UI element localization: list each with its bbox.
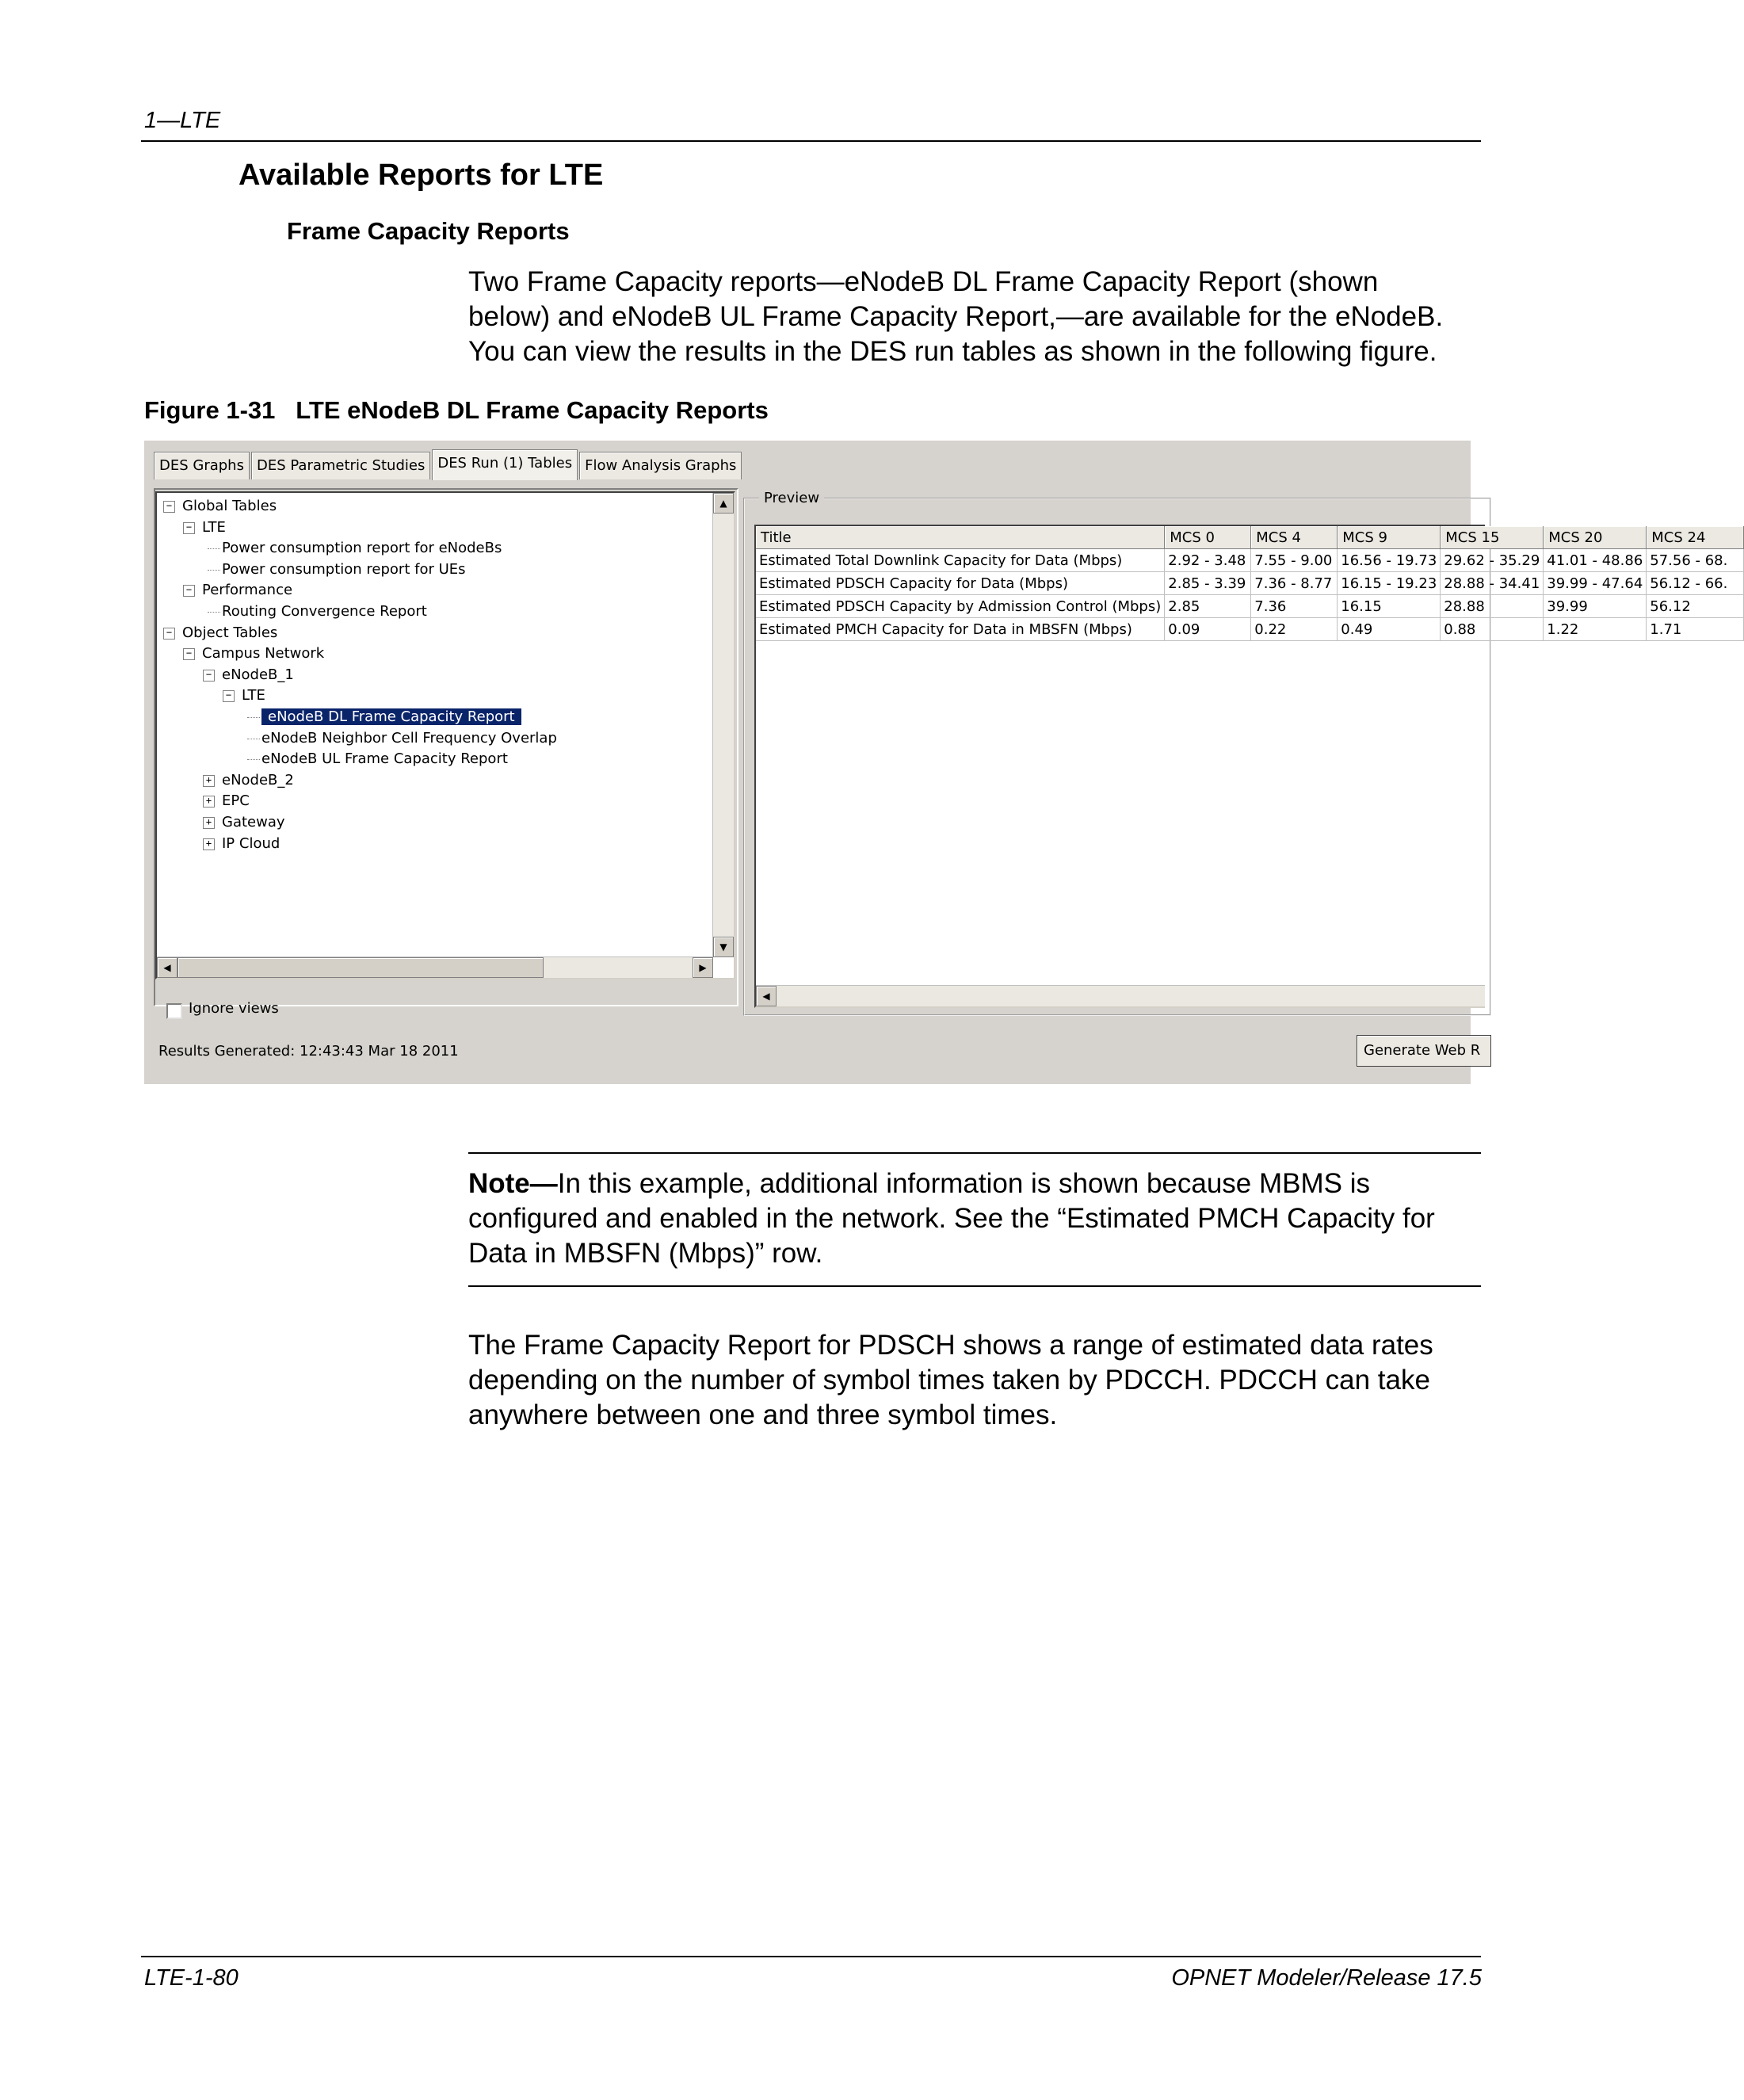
table-row[interactable] — [756, 572, 1744, 595]
table-cell: 2.92 - 3.48 — [1165, 549, 1251, 572]
tree-item-label: Gateway — [222, 814, 285, 830]
collapse-icon[interactable]: − — [183, 648, 195, 660]
footer-rule — [141, 1956, 1481, 1957]
tree-item[interactable] — [242, 685, 265, 706]
table-horizontal-scrollbar[interactable] — [756, 985, 1485, 1006]
column-header[interactable]: MCS 24 — [1647, 526, 1744, 549]
tab-des-parametric-studies[interactable]: DES Parametric Studies — [251, 452, 430, 479]
column-header[interactable]: MCS 20 — [1544, 526, 1647, 549]
tree-item-label: IP Cloud — [222, 834, 280, 852]
tab-des-run-tables[interactable]: DES Run (1) Tables — [432, 449, 578, 480]
preview-label: Preview — [759, 490, 824, 506]
note-line: configured and enabled in the network. See the “Estimated PMCH Capacity for — [468, 1203, 1435, 1234]
tab-flow-analysis-graphs[interactable]: Flow Analysis Graphs — [579, 452, 742, 479]
capacity-table — [756, 526, 1744, 641]
expand-icon[interactable]: + — [203, 817, 215, 829]
generate-web-report-button[interactable]: Generate Web R — [1357, 1035, 1491, 1067]
table-row[interactable] — [756, 595, 1744, 618]
table-cell: 1.71 — [1647, 618, 1744, 641]
table-cell: 28.88 - 34.41 — [1441, 572, 1544, 595]
table-cell: 29.62 - 35.29 — [1441, 549, 1544, 572]
tree-item[interactable] — [202, 643, 324, 664]
tree-item[interactable] — [202, 517, 226, 538]
des-results-window — [144, 441, 1728, 1084]
table-cell: 41.01 - 48.86 — [1544, 549, 1647, 572]
scroll-down-icon[interactable]: ▼ — [713, 937, 734, 957]
tree-item[interactable] — [261, 728, 557, 749]
tree-item[interactable] — [222, 791, 250, 811]
tree-item[interactable] — [182, 496, 277, 517]
scroll-left-icon[interactable]: ◀ — [756, 986, 777, 1006]
tree-item-label: Global Tables — [182, 498, 277, 514]
paragraph-line: anywhere between one and three symbol times. — [468, 1399, 1058, 1430]
section-title: Available Reports for LTE — [239, 158, 604, 192]
table-row[interactable] — [756, 618, 1744, 641]
table-cell: 2.85 - 3.39 — [1165, 572, 1251, 595]
expand-icon[interactable]: + — [203, 796, 215, 808]
table-cell: Estimated PDSCH Capacity for Data (Mbps) — [756, 572, 1165, 595]
table-cell: 16.15 - 19.23 — [1338, 572, 1441, 595]
table-cell: 56.12 — [1647, 595, 1744, 618]
tree-connector — [208, 548, 220, 549]
tree-item[interactable] — [222, 812, 285, 833]
table-cell: 28.88 — [1441, 595, 1544, 618]
column-header[interactable]: MCS 4 — [1251, 526, 1338, 549]
figure-label: Figure 1-31 — [144, 396, 276, 424]
table-cell: 7.36 — [1251, 595, 1338, 618]
note-top-rule — [468, 1152, 1481, 1154]
tree-item-label: LTE — [202, 518, 226, 536]
results-generated-status: Results Generated: 12:43:43 Mar 18 2011 — [158, 1043, 459, 1060]
tree-horizontal-scrollbar[interactable] — [157, 956, 713, 978]
scroll-right-icon[interactable]: ▶ — [693, 957, 713, 978]
tab-des-graphs[interactable]: DES Graphs — [154, 452, 250, 479]
tree-item[interactable] — [222, 559, 466, 580]
results-tab-bar — [154, 452, 743, 482]
tree-item-label: Campus Network — [202, 645, 325, 662]
pdsch-paragraph — [468, 1328, 1490, 1433]
column-header[interactable]: Title — [756, 526, 1165, 549]
note-bottom-rule — [468, 1285, 1481, 1287]
table-cell: 1.22 — [1544, 618, 1647, 641]
tree-connector — [247, 717, 260, 718]
tree-vertical-scrollbar[interactable] — [712, 493, 734, 957]
tree-item-label: EPC — [222, 792, 250, 810]
table-cell: 16.15 — [1338, 595, 1441, 618]
table-cell: Estimated PDSCH Capacity by Admission Control (Mbps) — [756, 595, 1165, 618]
table-cell: Estimated PMCH Capacity for Data in MBSFN (Mbps) — [756, 618, 1165, 641]
table-cell: 7.55 - 9.00 — [1251, 549, 1338, 572]
expand-icon[interactable]: + — [203, 838, 215, 850]
tree-item[interactable] — [222, 538, 502, 559]
intro-paragraph — [468, 265, 1490, 369]
note-line: In this example, additional information is shown because MBMS is — [557, 1168, 1371, 1199]
intro-line: You can view the results in the DES run tables as shown in the following figure. — [468, 336, 1437, 367]
footer-product: OPNET Modeler/Release 17.5 — [1171, 1965, 1482, 1991]
tree-item[interactable] — [222, 665, 294, 685]
subsection-title: Frame Capacity Reports — [287, 217, 570, 245]
table-cell: 2.85 — [1165, 595, 1251, 618]
table-cell: 0.49 — [1338, 618, 1441, 641]
tree-item[interactable] — [222, 834, 280, 854]
scroll-left-icon[interactable]: ◀ — [157, 957, 177, 978]
table-cell: Estimated Total Downlink Capacity for Data (Mbps) — [756, 549, 1165, 572]
table-cell: 0.88 — [1441, 618, 1544, 641]
tree-item-label: eNodeB Neighbor Cell Frequency Overlap — [261, 729, 557, 746]
tree-item-label: LTE — [242, 687, 265, 704]
column-header[interactable]: MCS 9 — [1338, 526, 1441, 549]
column-header[interactable]: MCS 15 — [1441, 526, 1544, 549]
ignore-views-checkbox[interactable] — [166, 1003, 182, 1019]
table-cell: 0.22 — [1251, 618, 1338, 641]
collapse-icon[interactable]: − — [163, 628, 175, 640]
paragraph-line: The Frame Capacity Report for PDSCH shows a range of estimated data rates — [468, 1330, 1433, 1361]
table-cell: 39.99 - 47.64 — [1544, 572, 1647, 595]
intro-line: below) and eNodeB UL Frame Capacity Report,—are available for the eNodeB. — [468, 301, 1444, 332]
tree-item[interactable] — [261, 749, 508, 769]
scroll-thumb[interactable] — [177, 957, 544, 978]
table-cell: 16.56 - 19.73 — [1338, 549, 1441, 572]
collapse-icon[interactable]: − — [223, 690, 235, 702]
tree-item-label: Object Tables — [182, 624, 278, 641]
footer-page-number: LTE-1-80 — [144, 1965, 239, 1991]
tree-connector — [208, 612, 220, 613]
collapse-icon[interactable]: − — [203, 670, 215, 682]
tree-item-label: Performance — [202, 582, 293, 599]
paragraph-line: depending on the number of symbol times taken by PDCCH. PDCCH can take — [468, 1365, 1430, 1396]
note-line: Data in MBSFN (Mbps)” row. — [468, 1238, 823, 1269]
tree-item-label: eNodeB UL Frame Capacity Report — [261, 750, 508, 768]
tree-item[interactable] — [202, 580, 292, 601]
header-rule — [141, 140, 1481, 142]
collapse-icon[interactable]: − — [163, 501, 175, 513]
tree-item[interactable] — [222, 601, 427, 622]
table-cell: 39.99 — [1544, 595, 1647, 618]
tree-item[interactable] — [182, 623, 277, 643]
tree-item-label: Power consumption report for UEs — [222, 560, 466, 578]
note-lead: Note— — [468, 1168, 558, 1199]
tree-item-label: eNodeB DL Frame Capacity Report — [261, 708, 521, 725]
tree-item-label: Power consumption report for eNodeBs — [222, 540, 502, 557]
collapse-icon[interactable]: − — [183, 522, 195, 534]
table-row[interactable] — [756, 549, 1744, 572]
expand-icon[interactable]: + — [203, 775, 215, 787]
running-header: 1—LTE — [144, 108, 221, 133]
table-cell: 57.56 - 68. — [1647, 549, 1744, 572]
intro-line: Two Frame Capacity reports—eNodeB DL Frame Capacity Report (shown — [468, 266, 1379, 297]
tree-item-selected[interactable] — [261, 707, 521, 727]
figure-title: LTE eNodeB DL Frame Capacity Reports — [296, 396, 769, 424]
figure-caption — [144, 396, 769, 425]
scroll-up-icon[interactable]: ▲ — [713, 493, 734, 514]
column-header[interactable]: MCS 0 — [1165, 526, 1251, 549]
report-tree — [155, 491, 735, 979]
tree-item[interactable] — [222, 770, 294, 791]
note-block — [468, 1166, 1490, 1271]
table-cell: 7.36 - 8.77 — [1251, 572, 1338, 595]
tree-item-label: eNodeB_2 — [222, 771, 294, 788]
collapse-icon[interactable]: − — [183, 585, 195, 597]
tree-connector — [208, 570, 220, 571]
ignore-views-label: Ignore views — [189, 1000, 279, 1017]
tree-item-label: eNodeB_1 — [222, 666, 294, 683]
tree-connector — [247, 759, 260, 760]
tree-item-label: Routing Convergence Report — [222, 603, 427, 620]
preview-table-area — [754, 525, 1728, 1008]
table-cell: 56.12 - 66. — [1647, 572, 1744, 595]
table-cell: 0.09 — [1165, 618, 1251, 641]
